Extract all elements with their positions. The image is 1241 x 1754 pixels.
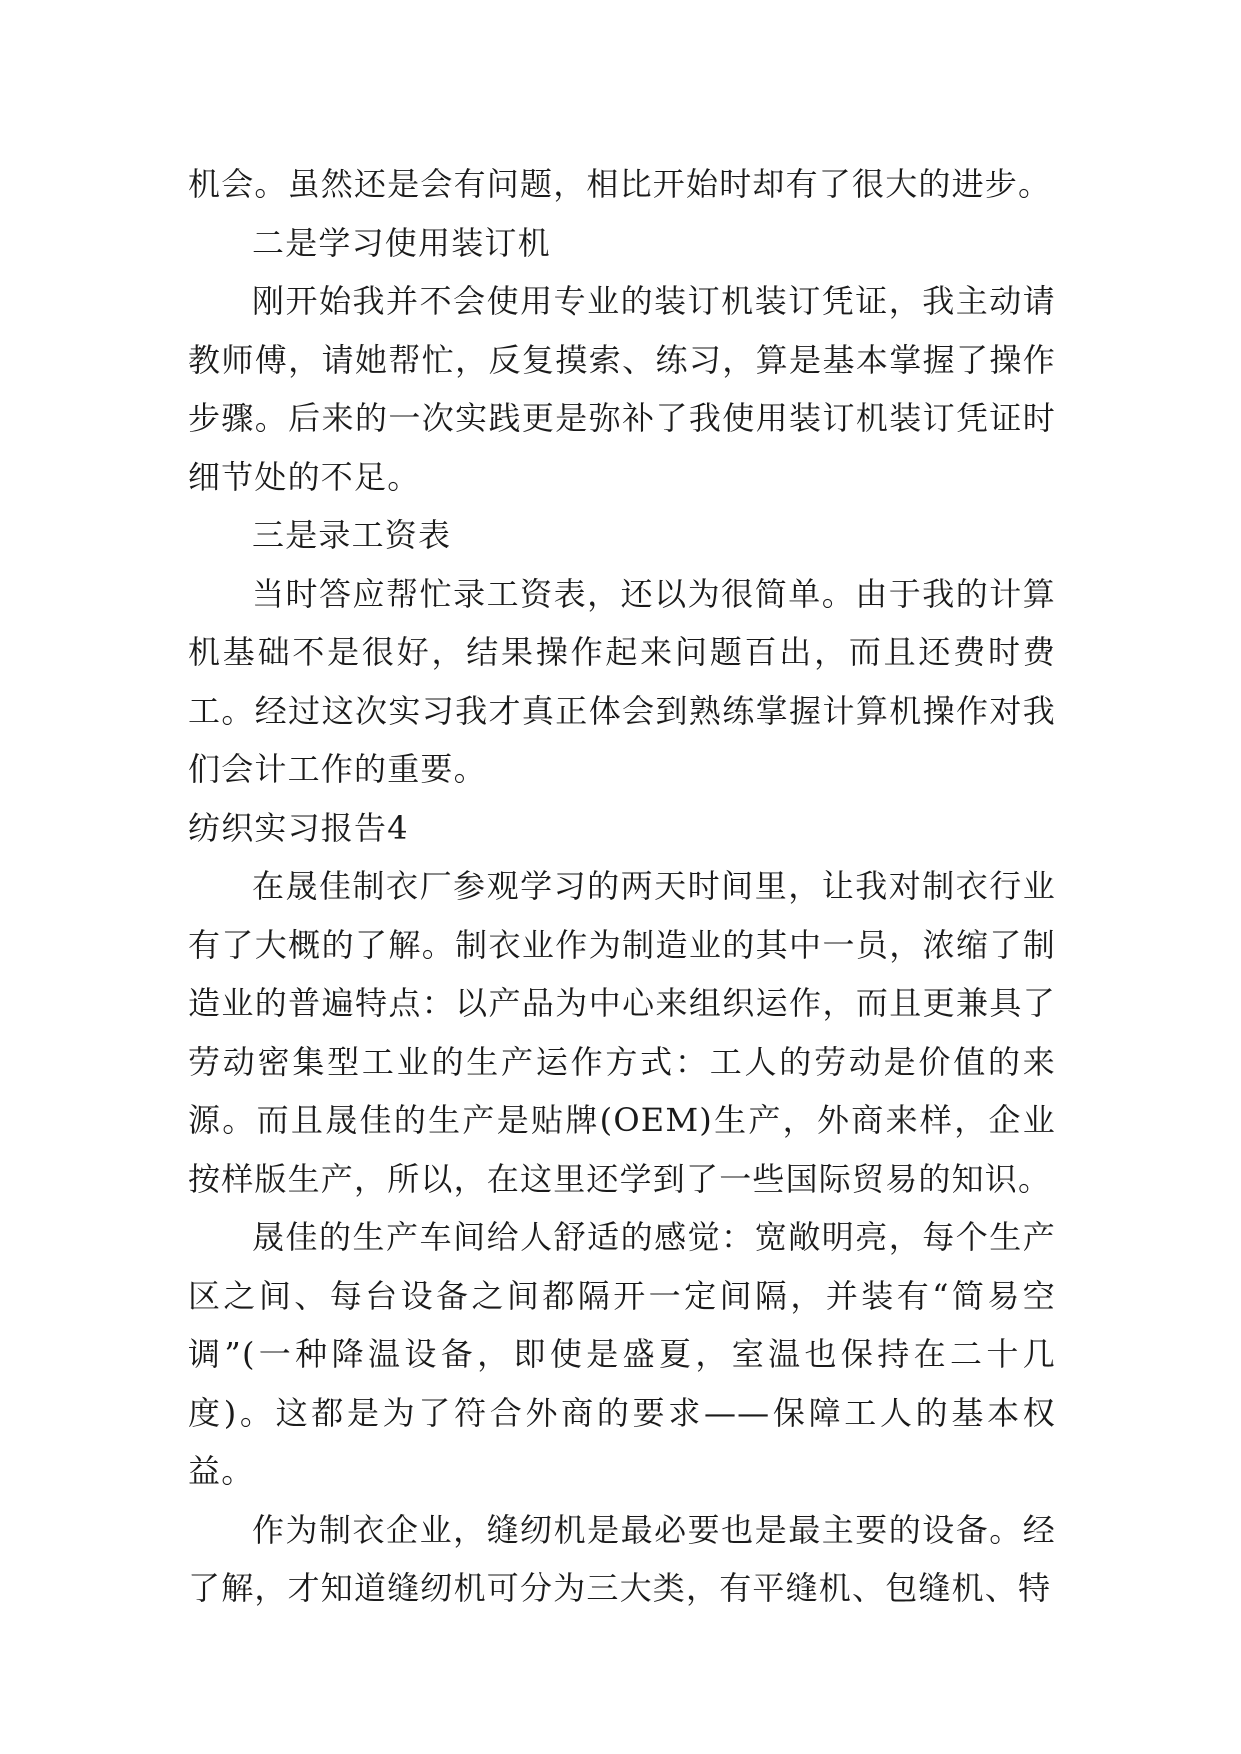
document-body <box>188 155 1056 1618</box>
section-heading-payroll: 三是录工资表 <box>252 516 452 554</box>
report-title-4: 纺织实习报告4 <box>188 808 409 847</box>
paragraph-workshop: 晟佳的生产车间给人舒适的感觉：宽敞明亮，每个生产区之间、每台设备之间都隔开一定间隔，并装有“简易空调”(一种降温设备，即使是盛夏，室温也保持在二十几度)。这都是为了符合外商的要求——保障工人的基本权益。 <box>188 1218 1056 1490</box>
paragraph-factory-visit: 在晟佳制衣厂参观学习的两天时间里，让我对制衣行业有了大概的了解。制衣业作为制造业的其中一员，浓缩了制造业的普遍特点：以产品为中心来组织运作，而且更兼具了劳动密集型工业的生产运作方式：工人的劳动是价值的来源。而且晟佳的生产是贴牌(OEM)生产，外商来样，企业按样版生产，所以，在这里还学到了一些国际贸易的知识。 <box>188 867 1056 1198</box>
paragraph-continuation: 机会。虽然还是会有问题，相比开始时却有了很大的进步。 <box>188 165 1052 203</box>
section-heading-binding-machine: 二是学习使用装订机 <box>252 223 551 262</box>
paragraph-binding-machine: 刚开始我并不会使用专业的装订机装订凭证，我主动请教师傅，请她帮忙，反复摸索、练习，算是基本掌握了操作步骤。后来的一次实践更是弥补了我使用装订机装订凭证时细节处的不足。 <box>188 282 1056 496</box>
paragraph-sewing-machine: 作为制衣企业，缝纫机是最必要也是最主要的设备。经了解，才知道缝纫机可分为三大类，有平缝机、包缝机、特 <box>188 1510 1056 1607</box>
paragraph-payroll: 当时答应帮忙录工资表，还以为很简单。由于我的计算机基础不是很好，结果操作起来问题百出，而且还费时费工。经过这次实习我才真正体会到熟练掌握计算机操作对我们会计工作的重要。 <box>188 574 1056 788</box>
